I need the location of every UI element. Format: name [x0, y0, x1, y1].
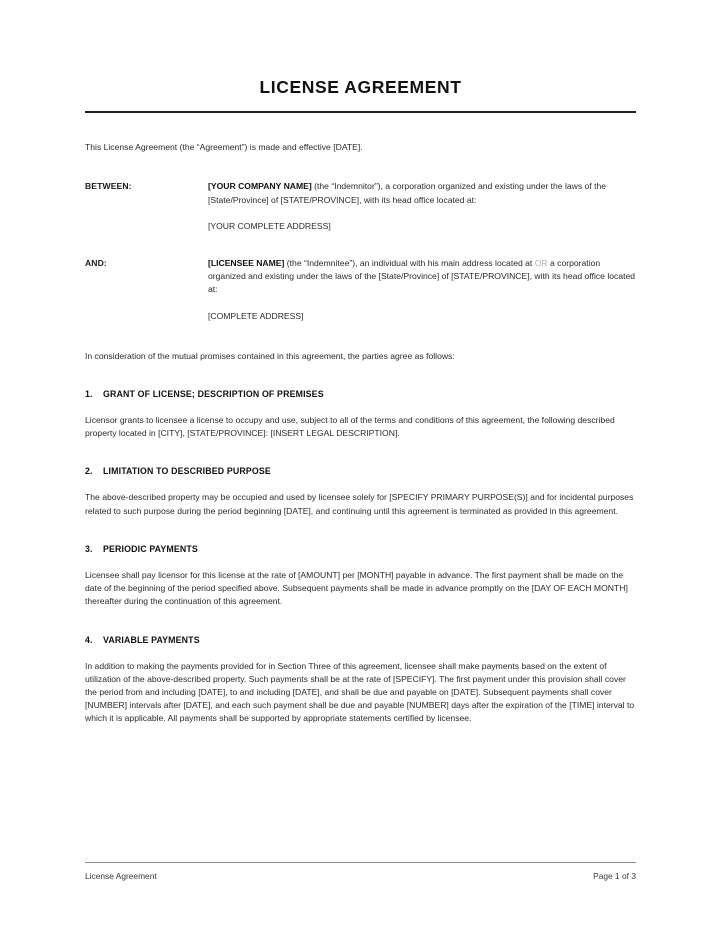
page-title: LICENSE AGREEMENT	[259, 77, 462, 97]
party-description-licensee-after: a corporation organized and existing under the laws of the [State/Province] of [STATE/PROVINCE], with its head office located at:	[208, 257, 636, 294]
section-1-body: Licensor grants to licensee a license to occupy and use, subject to all of the terms and conditions of this agreement, the following described property located in [CITY], [STATE/PROVINCE]: [INSERT LEGAL DESCRIPTION].	[85, 415, 615, 439]
section-2	[85, 465, 636, 517]
section-2-heading	[85, 465, 636, 478]
party-description-licensee-before: (the “Indemnitee”), an individual with his main address located at	[284, 257, 535, 268]
section-3-title: PERIODIC PAYMENTS	[103, 543, 198, 554]
intro-paragraph: This License Agreement (the “Agreement”) is made and effective [DATE].	[85, 142, 363, 153]
section-4-title: VARIABLE PAYMENTS	[103, 634, 200, 645]
page-footer	[85, 862, 636, 882]
footer-row	[85, 870, 636, 882]
section-1-title: GRANT OF LICENSE; DESCRIPTION OF PREMISES	[103, 389, 324, 400]
section-3-body: Licensee shall pay licensor for this license at the rate of [AMOUNT] per [MONTH] payable in advance. The first payment shall be made on the date of the beginning of the period specified above. Subsequent payments shall be made in advance promptly on the [DAY OF EACH MONTH] thereafter during the continuation of this agreement.	[85, 569, 628, 607]
party-block-and	[85, 257, 636, 323]
section-4-body: In addition to making the payments provided for in Section Three of this agreement, licensee shall make payments based on the extent of utilization of the above-described property. Such payments shall be at the rate of [SPECIFY]. The first payment under this provision shall cover the period from and including [DATE], to and including [DATE], and shall be due and payable on [DATE]. Subsequent payments shall cover [NUMBER] intervals after [DATE], and each such payment shall be due and payable [NUMBER] days after the expiration of the [TIME] interval to which it is applicable. All payments shall be supported by appropriate statements certified by licensee.	[85, 660, 635, 724]
party-block-between	[85, 180, 636, 233]
section-1-heading	[85, 388, 636, 401]
party-name-company: [YOUR COMPANY NAME]	[208, 181, 312, 192]
section-3	[85, 543, 636, 609]
party-label-between: BETWEEN:	[85, 181, 132, 192]
section-4-heading	[85, 634, 636, 647]
party-label-and: AND:	[85, 257, 107, 268]
party-or-keyword: OR	[534, 257, 548, 268]
document-content	[85, 0, 636, 726]
party-body-and	[208, 257, 636, 323]
party-address-licensee: [COMPLETE ADDRESS]	[208, 310, 304, 321]
section-1	[85, 388, 636, 440]
party-description-company: (the “Indemnitor”), a corporation organized and existing under the laws of the [State/Province] of [STATE/PROVINCE], with its head office located at:	[208, 181, 607, 205]
party-name-licensee: [LICENSEE NAME]	[208, 257, 285, 268]
party-address-company: [YOUR COMPLETE ADDRESS]	[208, 221, 331, 232]
section-2-body: The above-described property may be occupied and used by licensee solely for [SPECIFY PRIMARY PURPOSE(S)] and for incidental purposes related to such purpose during the period beginning [DATE], and continuing until this agreement is terminated as provided in this agreement.	[85, 492, 634, 516]
section-2-title: LIMITATION TO DESCRIBED PURPOSE	[103, 466, 271, 477]
section-2-number: 2.	[85, 466, 93, 477]
section-1-number: 1.	[85, 389, 93, 400]
section-3-number: 3.	[85, 543, 93, 554]
section-4	[85, 634, 636, 726]
section-3-heading	[85, 543, 636, 556]
consideration-paragraph: In consideration of the mutual promises contained in this agreement, the parties agree as follows:	[85, 350, 455, 361]
footer-divider	[85, 862, 636, 863]
footer-document-name: License Agreement	[85, 871, 157, 881]
section-4-number: 4.	[85, 634, 93, 645]
title-divider	[85, 111, 636, 113]
footer-page-number: Page 1 of 3	[593, 871, 636, 881]
party-body-between	[208, 180, 636, 233]
